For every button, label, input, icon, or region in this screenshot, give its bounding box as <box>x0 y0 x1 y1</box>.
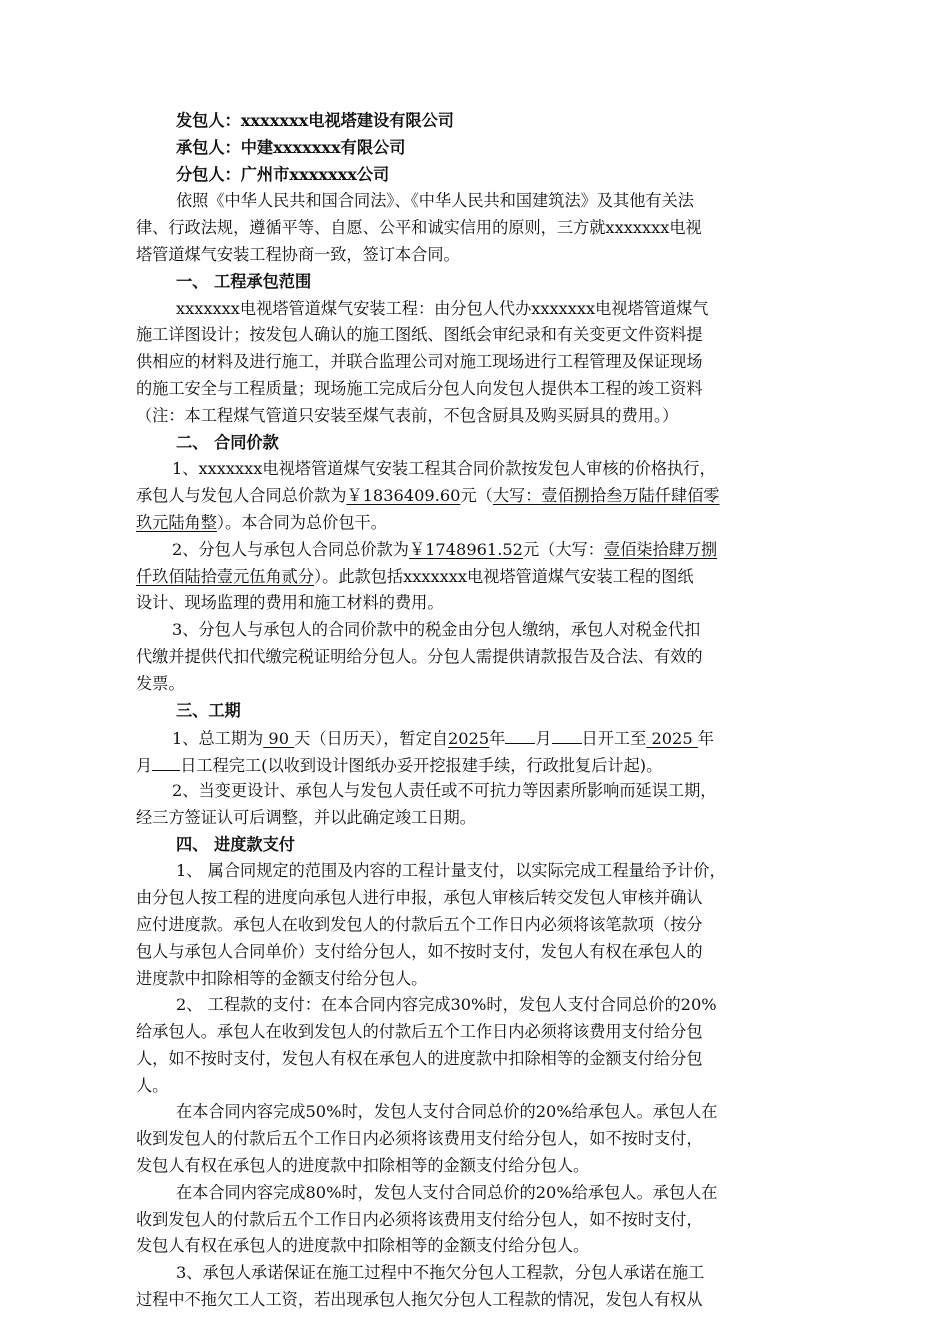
intro-line: 塔管道煤气安装工程协商一致，签订本合同。 <box>136 244 460 264</box>
amount-in-words: 大写：壹佰捌拾叁万陆仟肆佰零 <box>492 486 720 506</box>
total-days <box>263 729 294 748</box>
schedule-text: 日开工至 <box>581 729 647 749</box>
price-text: ）。本合同为总价包干。 <box>216 512 387 532</box>
amount-in-words: 壹佰柒拾肆万捌 <box>603 539 718 559</box>
end-year-value: 2025 <box>651 729 693 749</box>
intro-line: 依照《中华人民共和国合同法》、《中华人民共和国建筑法》及其他有关法 <box>176 191 694 211</box>
payment-clause-1-line: 包人与承包人合同单价）支付给分包人，如不按时支付，发包人有权在承包人的 <box>136 941 703 961</box>
payment-80-line: 收到发包人的付款后五个工作日内必须将该费用支付给分包人，如不按时支付， <box>136 1209 703 1229</box>
price-text: 承包人与发包人合同总价款为 <box>136 486 347 506</box>
schedule-clause-2-line: 经三方签证认可后调整，并以此确定竣工日期。 <box>136 807 476 827</box>
payment-50-line: 在本合同内容完成50%时，发包人支付合同总价的20%给承包人。承包人在 <box>176 1102 718 1122</box>
client-party: 发包人：xxxxxxx电视塔建设有限公司 <box>176 111 454 130</box>
payment-clause-1-line: 由分包人按工程的进度向承包人进行申报，承包人审核后转交发包人审核并确认 <box>136 888 703 908</box>
section-3-title: 三、工期 <box>176 700 241 720</box>
payment-80-line: 发包人有权在承包人的进度款中扣除相等的金额支付给分包人。 <box>136 1236 590 1256</box>
schedule-text: 1、总工期为 <box>172 729 264 749</box>
section-1-title: 一、 工程承包范围 <box>176 271 312 291</box>
payment-clause-1-line: 应付进度款。承包人在收到发包人的付款后五个工作日内必须将该笔款项（按分 <box>136 914 703 934</box>
payment-clause-2-line: 人，如不按时支付，发包人有权在承包人的进度款中扣除相等的金额支付给分包 <box>136 1048 703 1068</box>
payment-clause-3-line: 3、承包人承诺保证在施工过程中不拖欠分包人工程款，分包人承诺在施工 <box>176 1263 705 1283</box>
contract-page <box>136 108 822 1314</box>
price-text: ）。此款包括xxxxxxx电视塔管道煤气安装工程的图纸 <box>314 566 694 586</box>
price-clause-2-line <box>136 564 822 591</box>
schedule-clause-1-line <box>136 751 822 778</box>
schedule-text: 年 <box>697 729 714 749</box>
start-day-blank <box>552 724 582 744</box>
schedule-text: 月 <box>535 729 552 749</box>
price-text: 2、分包人与承包人合同总价款为 <box>172 539 409 559</box>
price-clause-2-line <box>136 537 822 564</box>
amount-in-words: 玖元陆角整 <box>136 512 217 532</box>
price-clause-1-line <box>136 510 822 537</box>
payment-clause-2-line: 给承包人。承包人在收到发包人的付款后五个工作日内必须将该费用支付给分包 <box>136 1022 703 1042</box>
start-year: 2025 <box>447 729 490 749</box>
intro-line: 律、行政法规，遵循平等、自愿、公平和诚实信用的原则，三方就xxxxxxx电视 <box>136 218 702 238</box>
payment-clause-2-line: 人。 <box>136 1075 169 1095</box>
start-month-blank <box>505 724 535 744</box>
schedule-text: 日工程完工(以收到设计图纸办妥开挖报建手续，行政批复后计起)。 <box>180 756 663 776</box>
amount-in-words: 仟玖佰陆拾壹元伍角贰分 <box>136 566 315 586</box>
price-clause-1-line: 1、xxxxxxx电视塔管道煤气安装工程其合同价款按发包人审核的价格执行， <box>172 459 716 479</box>
payment-50-line: 收到发包人的付款后五个工作日内必须将该费用支付给分包人，如不按时支付， <box>136 1129 703 1149</box>
section-1-line: 施工详图设计；按发包人确认的施工图纸、图纸会审纪录和有关变更文件资料提 <box>136 325 703 345</box>
price-text: 元（ <box>460 486 493 506</box>
payment-clause-1-line: 1、 属合同规定的范围及内容的工程计量支付，以实际完成工程量给予计价， <box>176 861 726 881</box>
price-clause-1-line <box>136 483 822 510</box>
section-1-line: （注：本工程煤气管道只安装至煤气表前，不包含厨具及购买厨具的费用。） <box>136 405 679 425</box>
payment-clause-1-line: 进度款中扣除相等的金额支付给分包人。 <box>136 968 428 988</box>
end-day-blank <box>152 751 180 771</box>
price-clause-3-line: 代缴并提供代扣代缴完税证明给分包人。分包人需提供请款报告及合法、有效的 <box>136 646 703 666</box>
payment-clause-3-line: 过程中不拖欠工人工资，若出现承包人拖欠分包人工程款的情况，发包人有权从 <box>136 1290 703 1310</box>
section-1-line: 的施工安全与工程质量；现场施工完成后分包人向发包人提供本工程的竣工资料 <box>136 378 703 398</box>
price-clause-3-line: 发票。 <box>136 673 185 693</box>
section-1-line: 供相应的材料及进行施工，并联合监理公司对施工现场进行工程管理及保证现场 <box>136 352 703 372</box>
contractor-party: 承包人：中建xxxxxxx有限公司 <box>176 137 406 157</box>
payment-80-line: 在本合同内容完成80%时，发包人支付合同总价的20%给承包人。承包人在 <box>176 1182 718 1202</box>
schedule-text: 年 <box>489 729 506 749</box>
price-clause-2-line: 设计、现场监理的费用和施工材料的费用。 <box>136 593 444 613</box>
subcontract-amount: ￥1748961.52 <box>408 539 523 559</box>
price-clause-3-line: 3、分包人与承包人的合同价款中的税金由分包人缴纳，承包人对税金代扣 <box>172 620 701 640</box>
schedule-clause-1-line <box>136 724 822 751</box>
subcontractor-party: 分包人：广州市xxxxxxx公司 <box>176 164 390 184</box>
payment-clause-2-line: 2、 工程款的支付：在本合同内容完成30%时，发包人支付合同总价的20% <box>176 995 717 1015</box>
price-text: 元（大写： <box>522 539 604 559</box>
days-value: 90 <box>268 729 290 749</box>
contract-amount: ￥1836409.60 <box>346 486 461 506</box>
section-4-title: 四、 进度款支付 <box>176 834 295 854</box>
section-1-line: xxxxxxx电视塔管道煤气安装工程：由分包人代办xxxxxxx电视塔管道煤气 <box>176 298 709 318</box>
payment-50-line: 发包人有权在承包人的进度款中扣除相等的金额支付给分包人。 <box>136 1156 590 1176</box>
schedule-text: 月 <box>136 756 153 776</box>
end-year <box>646 729 698 748</box>
section-2-title: 二、 合同价款 <box>176 432 279 452</box>
schedule-clause-2-line: 2、当变更设计、承包人与发包人责任或不可抗力等因素所影响而延误工期， <box>172 780 717 800</box>
schedule-text: 天（日历天），暂定自 <box>294 729 448 749</box>
